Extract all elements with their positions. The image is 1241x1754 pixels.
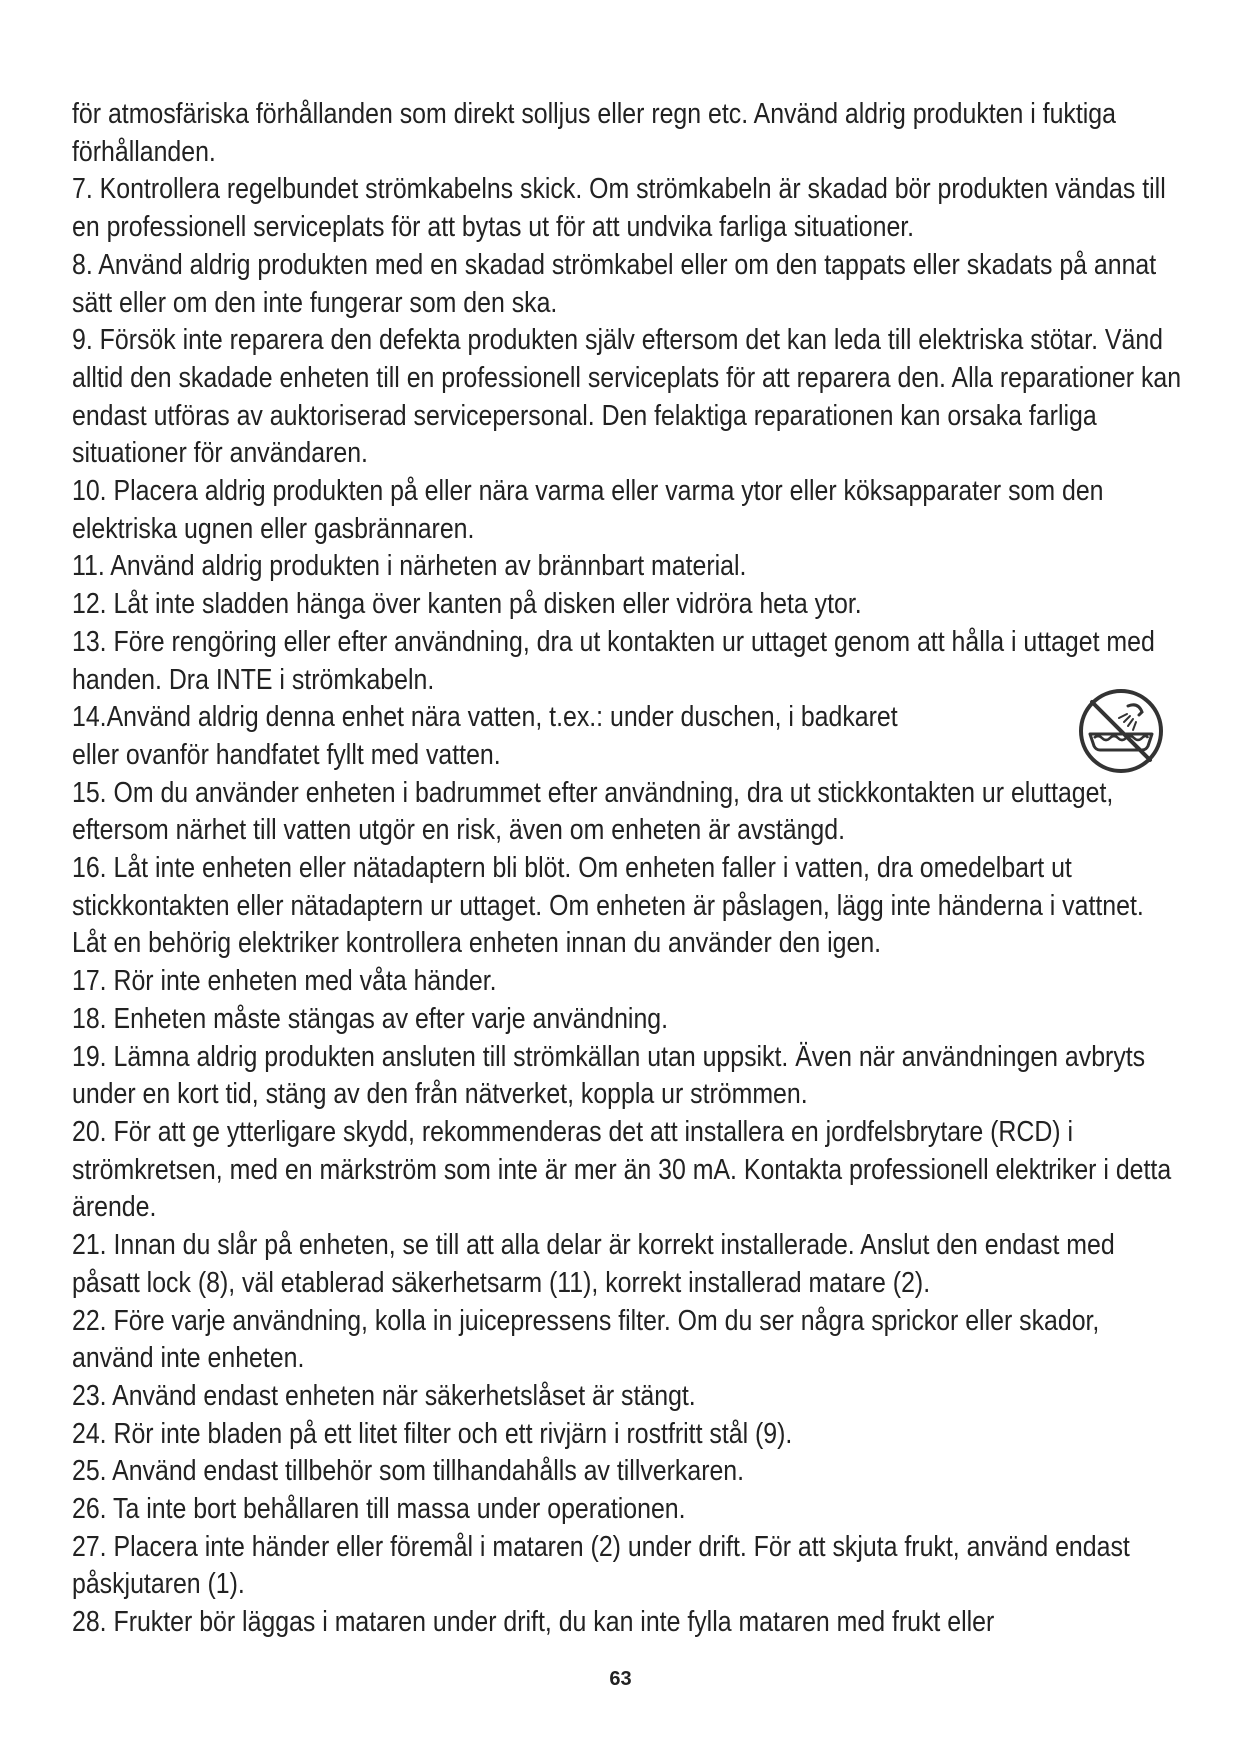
item-25: 25. Använd endast tillbehör som tillhandahålls av tillverkaren. xyxy=(72,1455,745,1488)
manual-text-body xyxy=(72,96,1182,1642)
item-26: 26. Ta inte bort behållaren till massa under operationen. xyxy=(72,1493,686,1526)
item-23: 23. Använd endast enheten när säkerhetslåset är stängt. xyxy=(72,1379,696,1412)
item-12: 12. Låt inte sladden hänga över kanten på disken eller vidröra heta ytor. xyxy=(72,588,862,621)
item-19: 19. Lämna aldrig produkten ansluten till strömkällan utan uppsikt. Även när användningen avbryts under en kort tid, stäng av den från nätverket, koppla ur strömmen. xyxy=(72,1040,1146,1111)
item-13: 13. Före rengöring eller efter användning, dra ut kontakten ur uttaget genom att hålla i uttaget med handen. Dra INTE i strömkabeln. xyxy=(72,625,1155,696)
item-22: 22. Före varje användning, kolla in juicepressens filter. Om du ser några sprickor eller skador, använd inte enheten. xyxy=(72,1304,1100,1375)
item-8: 8. Använd aldrig produkten med en skadad strömkabel eller om den tappats eller skadats på annat sätt eller om den inte fungerar som den ska. xyxy=(72,248,1157,319)
item-7: 7. Kontrollera regelbundet strömkabelns skick. Om strömkabeln är skadad bör produkten vändas till en professionell serviceplats för att bytas ut för att undvika farliga situationer. xyxy=(72,173,1166,244)
item-24: 24. Rör inte bladen på ett litet filter och ett rivjärn i rostfritt stål (9). xyxy=(72,1417,793,1450)
item-10: 10. Placera aldrig produkten på eller nära varma eller varma ytor eller köksapparater som den elektriska ugnen eller gasbrännaren. xyxy=(72,475,1104,545)
item-15: 15. Om du använder enheten i badrummet efter användning, dra ut stickkontakten ur eluttaget, eftersom närhet till vatten utgör en risk, även om enheten är avstängd. xyxy=(72,776,1114,847)
item-17: 17. Rör inte enheten med våta händer. xyxy=(72,965,497,998)
item-11: 11. Använd aldrig produkten i närheten av brännbart material. xyxy=(72,550,747,583)
no-bath-shower-icon xyxy=(1076,686,1166,776)
item-9: 9. Försök inte reparera den defekta produkten själv eftersom det kan leda till elektriska stötar. Vänd alltid den skadade enheten till en professionell serviceplats för att reparera den. Alla reparationer kan endast utföras av auktoriserad servicepersonal. Den felaktiga reparationen kan orsaka farliga situationer för användaren. xyxy=(72,324,1182,470)
item-21: 21. Innan du slår på enheten, se till att alla delar är korrekt installerade. Anslut den endast med påsatt lock (8), väl etablerad säkerhetsarm (11), korrekt installerad matare (2). xyxy=(72,1229,1115,1299)
item-27: 27. Placera inte händer eller föremål i mataren (2) under drift. För att skjuta frukt, använd endast påskjutaren (1). xyxy=(72,1530,1130,1601)
item-16: 16. Låt inte enheten eller nätadaptern bli blöt. Om enheten faller i vatten, dra omedelbart ut stickkontakten eller nätadaptern ur uttaget. Om enheten är påslagen, lägg inte händerna i vattnet. Låt en behörig elektriker kontrollera enheten innan du använder den igen. xyxy=(72,852,1144,960)
item-18: 18. Enheten måste stängas av efter varje användning. xyxy=(72,1002,669,1035)
item-14: 14.Använd aldrig denna enhet nära vatten, t.ex.: under duschen, i badkaret eller ovanför handfatet fyllt med vatten. xyxy=(72,701,898,771)
item-20: 20. För att ge ytterligare skydd, rekommenderas det att installera en jordfelsbrytare (RCD) i strömkretsen, med en märkström som inte är mer än 30 mA. Kontakta professionell elektriker i detta ärende. xyxy=(72,1115,1172,1224)
page-number: 63 xyxy=(609,1668,632,1690)
item-28: 28. Frukter bör läggas i mataren under drift, du kan inte fylla mataren med frukt eller xyxy=(72,1606,995,1639)
paragraph-continued: för atmosfäriska förhållanden som direkt solljus eller regn etc. Använd aldrig produkten i fuktiga förhållanden. xyxy=(72,98,1116,168)
